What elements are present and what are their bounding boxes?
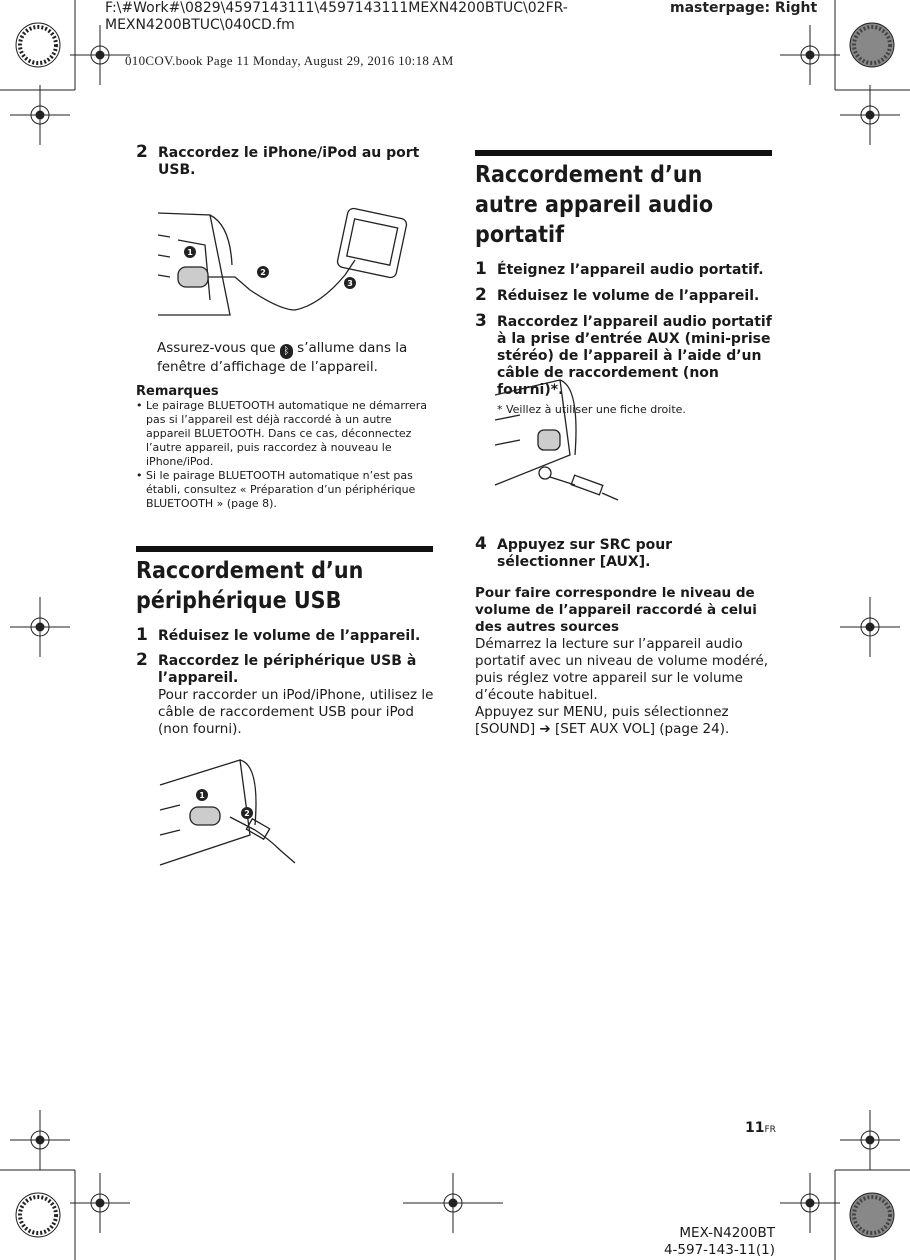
step-number: 2: [475, 285, 487, 305]
volume-body-1: Démarrez la lecture sur l’appareil audio portatif avec un niveau de volume modéré, puis réglez votre appareil sur le volume d’écoute habituel.: [475, 636, 769, 703]
footer-model-code: [664, 1225, 775, 1259]
assurez-post: s’allume dans la fenêtre d’affichage de l’appareil.: [157, 340, 408, 375]
page-number-suffix: FR: [764, 1125, 776, 1135]
step-title: Raccordez le iPhone/iPod au port USB.: [158, 145, 420, 178]
page-number-value: 11: [745, 1120, 765, 1136]
bluetooth-icon: ᛒ: [280, 344, 293, 359]
step-number: 1: [136, 625, 148, 645]
masterpage-label: masterpage: Right: [670, 0, 818, 16]
file-path-line2: MEXN4200BTUC\040CD.fm: [105, 17, 295, 33]
step-number: 2: [136, 142, 148, 162]
aux-step-4-block: [475, 534, 773, 738]
fig2-label-1: 1: [199, 791, 205, 800]
step-body: Pour raccorder un iPod/iPhone, utilisez le câble de raccordement USB pour iPod (non fourni).: [158, 687, 434, 737]
step-title: Raccordez l’appareil audio portatif à la prise d’entrée AUX (mini-prise stéréo) de l’appareil à l’aide d’un câble de raccordement (non fourni)*.: [497, 314, 772, 398]
figure-iphone-usb-connection: [150, 205, 420, 325]
usb-step-1: [136, 625, 434, 645]
volume-subheading: Pour faire correspondre le niveau de volume de l’appareil raccordé à celui des autres sources: [475, 585, 757, 635]
remark-item: • Si le pairage BLUETOOTH automatique n’est pas établi, consultez « Préparation d’un périphérique BLUETOOTH » (page 8).: [136, 469, 436, 511]
step-title: Éteignez l’appareil audio portatif.: [497, 262, 764, 278]
left-column: [136, 142, 434, 179]
fig1-label-2: 2: [260, 268, 266, 277]
footer-code: 4-597-143-11(1): [663, 1242, 775, 1258]
step-number: 4: [475, 534, 487, 554]
step-number: 2: [136, 650, 148, 670]
volume-body-2: Appuyez sur MENU, puis sélectionnez [SOUND] ➔ [SET AUX VOL] (page 24).: [475, 704, 730, 737]
step-number: 1: [475, 259, 487, 279]
remark-item: • Le pairage BLUETOOTH automatique ne démarrera pas si l’appareil est déjà raccordé à un autre appareil BLUETOOTH. Dans ce cas, déconnectez l’autre appareil, puis raccordez à nouveau le iPhone/iPod.: [136, 399, 436, 469]
step-title: Réduisez le volume de l’appareil.: [497, 288, 760, 304]
fig1-label-3: 3: [347, 279, 353, 288]
footnote: * Veillez à utiliser une fiche droite.: [497, 403, 686, 416]
fig2-label-2: 2: [244, 809, 250, 818]
file-path-line1: F:\#Work#\0829\4597143111\4597143111MEXN4200BTUC\02FR-: [105, 0, 568, 16]
fig1-label-1: 1: [187, 248, 193, 257]
step-title: Réduisez le volume de l’appareil.: [158, 628, 421, 644]
book-info-line: 010COV.book Page 11 Monday, August 29, 2016 10:18 AM: [125, 53, 454, 68]
aux-step-4: [475, 534, 773, 571]
step-title: Appuyez sur SRC pour sélectionner [AUX].: [497, 537, 673, 570]
section-heading-aux: Raccordement d’un autre appareil audio portatif: [475, 150, 772, 250]
step-2-iphone: [136, 142, 434, 179]
footer-model: MEX-N4200BT: [679, 1225, 775, 1241]
usb-step-2: [136, 650, 434, 738]
remarks-heading: Remarques: [136, 384, 219, 399]
figure-usb-device-connection: [150, 755, 310, 870]
bluetooth-confirm-text: [157, 340, 427, 376]
figure-aux-connection: [490, 375, 625, 510]
aux-step-1: [475, 259, 773, 279]
remarks-block: [136, 384, 436, 511]
step-title: Raccordez le périphérique USB à l’appareil.: [158, 653, 417, 686]
step-number: 3: [475, 311, 487, 331]
aux-step-2: [475, 285, 773, 305]
assurez-pre: Assurez-vous que: [157, 340, 276, 356]
usb-section: [136, 546, 434, 738]
page-number: [745, 1120, 776, 1136]
section-heading-usb: Raccordement d’un périphérique USB: [136, 546, 433, 616]
